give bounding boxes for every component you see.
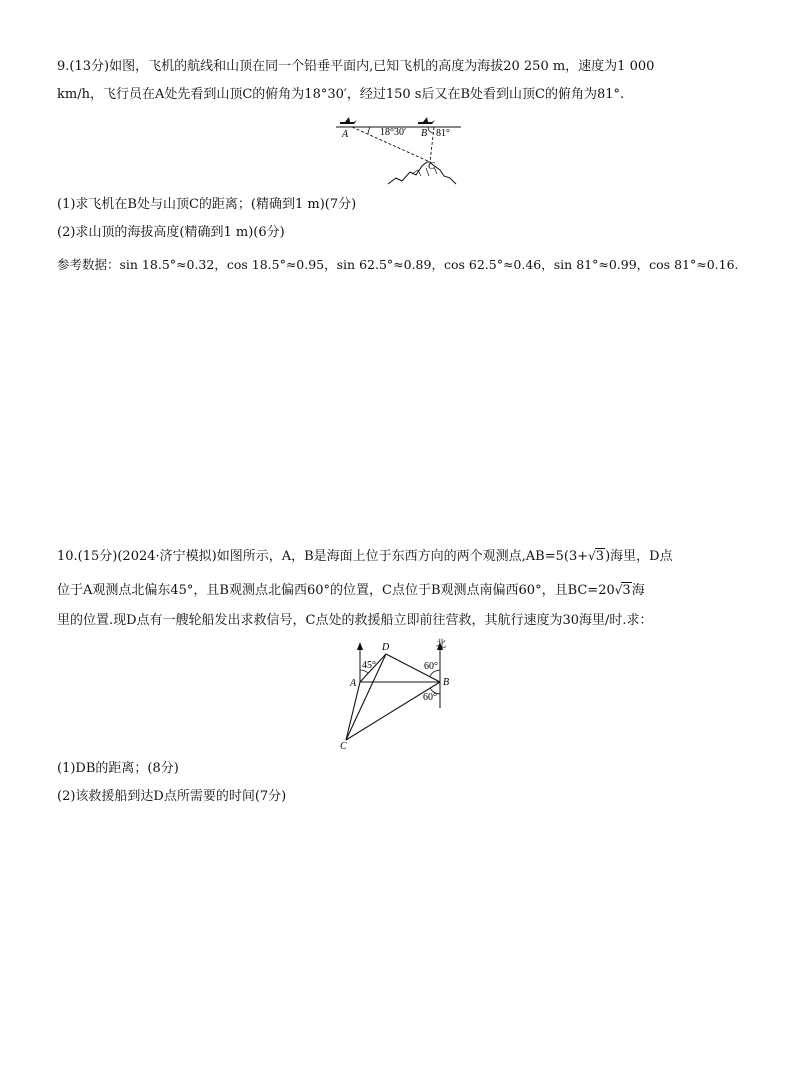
label-angle-81: 81° [436, 128, 450, 139]
angle-arc-a [368, 127, 370, 134]
label-north: 北 [436, 639, 446, 650]
airplane-icon-b [418, 117, 435, 124]
north-arrow-a-icon [357, 642, 363, 650]
q10-sub-1: (1)DB的距离；(8分) [57, 761, 179, 776]
label-b: B [421, 128, 428, 139]
q9-sub-1: (1)求飞机在B处与山顶C的距离；(精确到1 m)(7分) [57, 197, 357, 212]
label-a: A [350, 678, 357, 689]
q9-reference-data: 参考数据：sin 18.5°≈0.32，cos 18.5°≈0.95，sin 62.5°≈0.89，cos 62.5°≈0.46，sin 81°≈0.99，cos 81°≈0.16. [57, 257, 739, 272]
sqrt-3: 3 [595, 549, 605, 564]
label-angle-60-top: 60° [424, 661, 438, 672]
q9-figure [330, 112, 465, 190]
q10-line-1: 10.(15分)(2024·济宁模拟)如图所示，A，B是海面上位于东西方向的两个观测点,AB=5(3+√3)海里，D点 [57, 549, 673, 564]
label-c: C [428, 161, 435, 172]
sqrt-3: 3 [622, 583, 631, 598]
q10-line-2: 位于A观测点北偏东45°，且B观测点北偏西60°的位置，C点位于B观测点南偏西60°，且BC=20√3海 [57, 583, 645, 598]
q9-sub-2: (2)求山顶的海拔高度(精确到1 m)(6分) [57, 225, 285, 240]
label-c: C [340, 741, 347, 752]
label-angle-60-bottom: 60° [423, 692, 437, 703]
label-a: A [342, 129, 349, 140]
angle-arc-b [428, 127, 433, 133]
q9-line-1: 9.(13分)如图，飞机的航线和山顶在同一个铅垂平面内,已知飞机的高度为海拔20 250 m，速度为1 000 [57, 59, 655, 74]
segment-cb [346, 682, 440, 740]
q10-sub-2: (2)该救援船到达D点所需要的时间(7分) [57, 789, 287, 804]
label-b: B [443, 677, 450, 688]
label-d: D [382, 642, 390, 653]
airplane-icon-a [340, 117, 357, 124]
label-angle-18-30: 18°30′ [380, 127, 407, 138]
label-angle-45: 45° [362, 660, 376, 671]
mountain-outline [388, 162, 456, 184]
q9-line-2: km/h，飞行员在A处先看到山顶C的俯角为18°30′，经过150 s后又在B处看到山顶C的俯角为81°. [57, 87, 625, 102]
q10-figure [332, 636, 462, 752]
segment-ca [346, 682, 360, 740]
q10-line-3: 里的位置.现D点有一艘轮船发出求救信号，C点处的救援船立即前往营救，其航行速度为30海里/时.求： [57, 613, 653, 628]
